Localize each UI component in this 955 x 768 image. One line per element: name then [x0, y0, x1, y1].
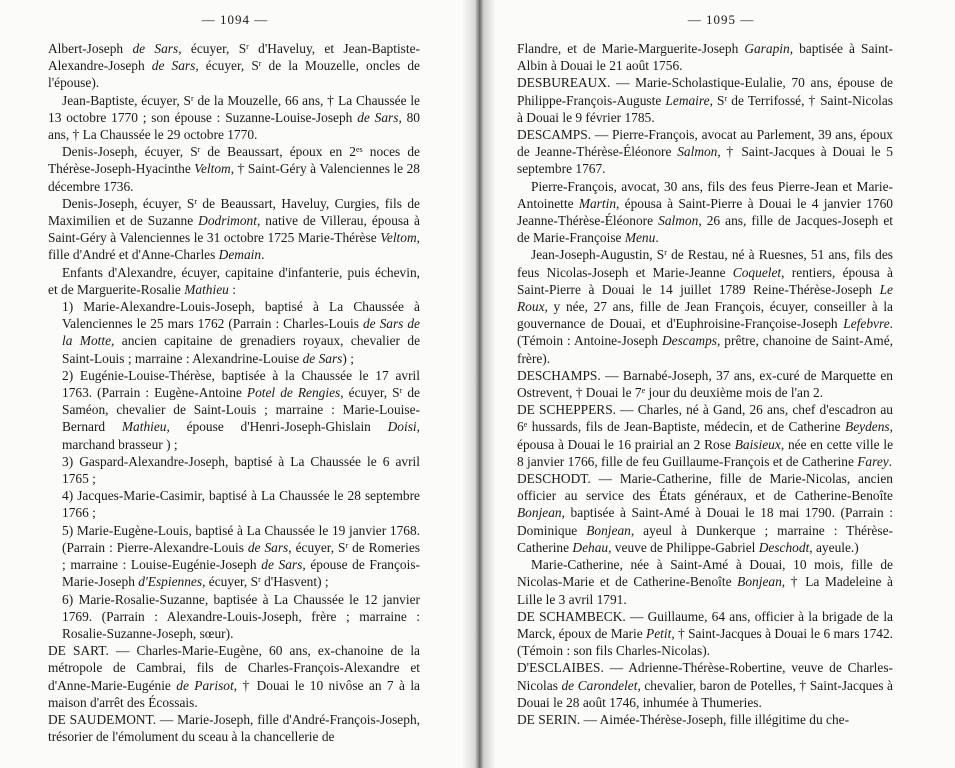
left-page-text [48, 40, 420, 745]
list-item: 4) Jacques-Marie-Casimir, baptisé à La Chaussée le 28 septembre 1766 ; [62, 488, 420, 521]
right-page-text [517, 40, 893, 728]
list-item: 1) Marie-Alexandre-Louis-Joseph, baptisé à La Chaussée à Valenciennes le 25 mars 1762 (Parrain : Charles-Louis de Sars de la Motte, ancien capitaine de grenadiers royaux, chevalier de Saint-Louis ; marraine : Alexandrine-Louise de Sars) ; [62, 299, 421, 366]
entry-descamps: DESCAMPS. — Pierre-François, avocat au Parlement, 39 ans, époux de Jeanne-Thérèse-Éléonore Salmon, † Saint-Jacques à Douai le 5 septembre 1767. [517, 127, 893, 177]
entry-de-serin: DE SERIN. — Aimée-Thérèse-Joseph, fille illégitime du che- [517, 711, 850, 727]
right-page [487, 0, 955, 768]
paragraph: Denis-Joseph, écuyer, $S^r$ de Beaussart, époux en $2^{es}$ noces de Thérèse-Joseph-Hyacinthe Veltom, † Saint-Géry à Valenciennes le 28 décembre 1736. [48, 144, 420, 194]
entry-de-schambeck: DE SCHAMBECK. — Guillaume, 64 ans, officier à la brigade de la Marck, époux de Marie Petit, † Saint-Jacques à Douai le 6 mars 1742. (Témoin : son fils Charles-Nicolas). [517, 608, 894, 659]
page-number-left: — 1094 — [201, 12, 269, 27]
list-item: 5) Marie-Eugène-Louis, baptisé à La Chaussée le 19 janvier 1768. (Parrain : Pierre-Alexandre-Louis de Sars, écuyer, $S^r$ de Romeries ; marraine : Louise-Eugénie-Joseph de Sars, épouse de François-Marie-Joseph d'Espiennes, écuyer, $S^r$ d'Hasvent) ; [62, 522, 420, 590]
paragraph: Flandre, et de Marie-Marguerite-Joseph Garapin, baptisée à Saint-Albin à Douai le 21 août 1756. [517, 41, 893, 74]
paragraph: Jean-Joseph-Augustin, $S^r$ de Restau, né à Ruesnes, 51 ans, fils des feus Nicolas-Joseph et Marie-Jeanne Coquelet, rentiers, épousa à Saint-Pierre à Douai le 14 juillet 1789 Reine-Thérèse-Joseph Le Roux, y née, 27 ans, fille de Jean François, écuyer, conseiller à la gouvernance de Douai, et d'Euphroisine-Françoise-Joseph Lefebvre. (Témoin : Antoine-Joseph Descamps, prêtre, chanoine de Saint-Amé, frère). [517, 247, 893, 366]
entry-d-esclaibes: D'ESCLAIBES. — Adrienne-Thérèse-Robertine, veuve de Charles-Nicolas de Carondelet, chevalier, baron de Potelles, † Saint-Jacques à Douai le 28 août 1746, inhumée à Thumeries. [517, 660, 893, 710]
list-item: 2) Eugénie-Louise-Thérèse, baptisée à la Chaussée le 17 avril 1763. (Parrain : Eugène-Antoine Potel de Rengies, écuyer, $S^r$ de Saméon, chevalier de Saint-Louis ; marraine : Marie-Louise-Bernard Mathieu, épouse d'Henri-Joseph-Ghislain Doisi, marchand brasseur ) ; [62, 367, 420, 452]
left-page [0, 0, 470, 768]
entry-de-sart: DE SART. — Charles-Marie-Eugène, 60 ans, ex-chanoine de la métropole de Cambrai, fils de Charles-François-Alexandre et d'Anne-Marie-Eugénie de Parisot, † Douai le 10 nivôse an 7 à la maison d'arrêt des Écossais. [48, 643, 420, 710]
page-number-right: — 1095 — [687, 12, 755, 27]
entry-de-scheppers: DE SCHEPPERS. — Charles, né à Gand, 26 ans, chef d'escadron au 6e hussards, fils de Jean-Baptiste, médecin, et de Catherine Beydens, épousa à Douai le 16 prairial an 2 Rose Baisieux, née en cette ville le 8 janvier 1766, fille de feu Guillaume-François et de Catherine Farey. [517, 402, 894, 469]
paragraph: Jean-Baptiste, écuyer, $S^r$ de la Mouzelle, 66 ans, † La Chaussée le 13 octobre 1770 ; son épouse : Suzanne-Louise-Joseph de Sars, 80 ans, † La Chaussée le 29 octobre 1770. [48, 92, 420, 143]
entry-deschamps: DESCHAMPS. — Barnabé-Joseph, 37 ans, ex-curé de Marquette en Ostrevent, † Douai le 7e jour du deuxième mois de l'an 2. [517, 367, 893, 401]
entry-deschodt: DESCHODT. — Marie-Catherine, fille de Marie-Nicolas, ancien officier au service des États généraux, et de Catherine-Benoîte Bonjean, baptisée à Saint-Amé à Douai le 18 mai 1790. (Parrain : Dominique Bonjean, ayeul à Dunkerque ; marraine : Thérèse-Catherine Dehau, veuve de Philippe-Gabriel Deschodt, ayeule.) [517, 471, 893, 555]
paragraph: Pierre-François, avocat, 30 ans, fils des feus Pierre-Jean et Marie-Antoinette Martin, épousa à Saint-Pierre à Douai le 4 janvier 1760 Jeanne-Thérèse-Éléonore Salmon, 26 ans, fille de Jacques-Joseph et de Marie-Françoise Menu. [517, 178, 893, 246]
entry-de-saudemont: DE SAUDEMONT. — Marie-Joseph, fille d'André-François-Joseph, trésorier de l'émolument du sceau à la chancellerie de [48, 711, 420, 745]
paragraph: Enfants d'Alexandre, écuyer, capitaine d'infanterie, puis échevin, et de Marguerite-Rosalie Mathieu : [48, 264, 420, 297]
entry-desbureaux: DESBUREAUX. — Marie-Scholastique-Eulalie, 70 ans, épouse de Philippe-François-Auguste Lemaire, $S^r$ de Terrifossé, † Saint-Nicolas à Douai le 9 février 1785. [517, 75, 893, 125]
paragraph: Denis-Joseph, écuyer, $S^r$ de Beaussart, Haveluy, Curgies, fils de Maximilien et de Suzanne Dodrimont, native de Villerau, épousa à Saint-Géry à Valenciennes le 31 octobre 1725 Marie-Thérèse Veltom, fille d'André et d'Anne-Charles Demain. [48, 195, 420, 263]
list-item: 3) Gaspard-Alexandre-Joseph, baptisé à La Chaussée le 6 avril 1765 ; [62, 453, 420, 487]
paragraph: Marie-Catherine, née à Saint-Amé à Douai, 10 mois, fille de Nicolas-Marie et de Catherine-Benoîte Bonjean, † La Madeleine à Lille le 3 avril 1791. [517, 557, 893, 607]
list-item: 6) Marie-Rosalie-Suzanne, baptisée à La Chaussée le 12 janvier 1769. (Parrain : Alexandre-Louis-Joseph, frère ; marraine : Rosalie-Suzanne-Joseph, sœur). [62, 591, 420, 641]
paragraph: Albert-Joseph de Sars, écuyer, $S^r$ d'Haveluy, et Jean-Baptiste-Alexandre-Joseph de Sars, écuyer, $S^r$ de la Mouzelle, oncles de l'épouse). [48, 41, 421, 91]
